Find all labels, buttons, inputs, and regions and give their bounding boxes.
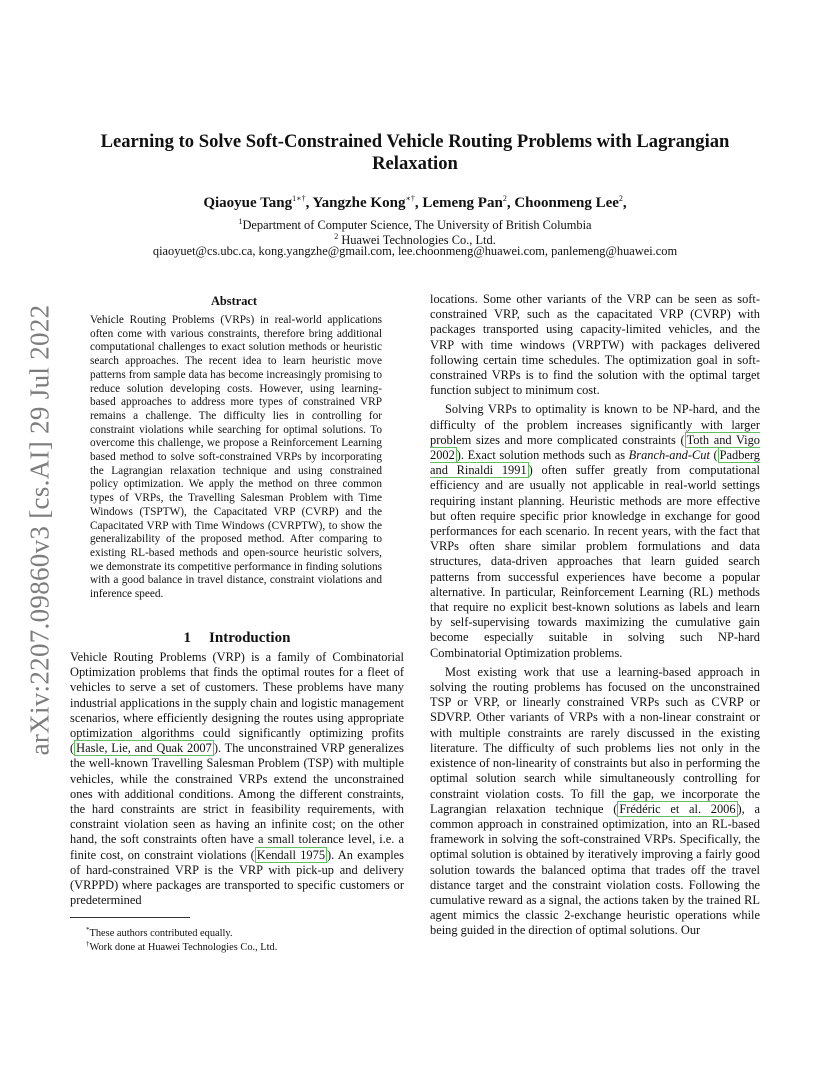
text-run: ). An examples of hard-constrained VRP is the VRP with pick-up and delivery (VRPPD) where packages are transported to specific customers or predetermined (70, 847, 405, 908)
footnote (86, 938, 277, 954)
text-run: ), a common approach in constrained optimization, into an RL-based framework in solving the soft-constrained VRPs. Specifically, the optimal solution is obtained by iteratively improving a fairly good solution towards the balanced optima that trades off the travel distance target and the constraint violation costs. Following the cumulative reward as a signal, the actions taken by the trained RL agent mimics the classic 2-exchange heuristic operations while being guided in the direction of optimal solutions. Our (430, 801, 760, 938)
author-mark: 2 (502, 194, 507, 203)
aff-text: Department of Computer Science, The University of British Columbia (242, 218, 592, 232)
section-heading-introduction (70, 630, 404, 647)
text-run: ). The unconstrained VRP generalizes the well-known Travelling Salesman Problem (TSP) with multiple vehicles, while the constrained VRPs extend the unconstrained ones with additional conditions. Among the different constraints, the hard constraints are strict in feasibility requirements, with constraint violation seen as having an infinite cost; on the other hand, the soft constraints often have a small tolerance level, i.e. a finite cost, on constraint violations ( (70, 741, 404, 862)
footnote-mark: * (86, 926, 90, 934)
aff-text: Huawei Technologies Co., Ltd. (341, 233, 496, 247)
footnote-rule (70, 917, 190, 918)
author-mark: ∗† (405, 194, 415, 203)
author-name: Choonmeng Lee (514, 195, 619, 211)
citation-link[interactable]: Padberg and Rinaldi 1991 (430, 448, 760, 478)
text-run: ). Exact solution methods such as (456, 448, 629, 463)
author-mark: 2 (618, 194, 623, 203)
section-title: Introduction (209, 630, 291, 646)
body-paragraph (430, 402, 760, 660)
footnote-mark: † (86, 940, 90, 948)
right-column-body (430, 292, 760, 939)
paper-title: Learning to Solve Soft-Constrained Vehicle Routing Problems with Lagrangian Relaxation (100, 131, 730, 174)
left-column-body (70, 650, 404, 908)
author-emails: qiaoyuet@cs.ubc.ca, kong.yangzhe@gmail.com, lee.choonmeng@huawei.com, panlemeng@huawei.com (152, 244, 678, 258)
abstract-heading: Abstract (210, 294, 258, 308)
aff-mark: 1 (238, 217, 243, 226)
section-number: 1 (183, 630, 192, 646)
author-name: Lemeng Pan (422, 195, 503, 211)
citation-link[interactable]: Toth and Vigo 2002 (430, 432, 761, 463)
abstract-text: Vehicle Routing Problems (VRPs) in real-world applications often come with various constraints, therefore bring additional computational challenges to exact solution methods or heuristic search approaches. The recent idea to learn heuristic move patterns from sample data has become increasingly promising to reduce solution developing costs. However, using learning-based approaches to address more types of constrained VRP remains a challenge. The difficulty lies in controlling for constraint violations while searching for optimal solutions. To overcome this challenge, we propose a Reinforcement Learning based method to solve soft-constrained VRPs by incorporating the Lagrangian relaxation technique and using constrained policy optimization. We apply the method on three common types of VRPs, the Travelling Salesman Problem with Time Windows (TSPTW), the Capacitated VRP (CVRP) and the Capacitated VRP with Time Windows (CVRPTW), to show the generalizability of the proposed method. After comparing to existing RL-based methods and open-source heuristic solvers, we demonstrate its competitive performance in finding solutions with a good balance in travel distance, constraint violations and inference speed. (90, 314, 382, 601)
intro-paragraph (70, 650, 404, 908)
text-run: ( (709, 448, 718, 463)
body-paragraph (430, 665, 760, 939)
arxiv-stamp (20, 290, 60, 770)
aff-mark: 2 (334, 232, 339, 241)
text-run: Solving VRPs to optimality is known to be NP-hard, and the difficulty of the problem increases significantly with larger problem sizes and more complicated constraints ( (430, 402, 760, 447)
arxiv-stamp-text: arXiv:2207.09860v3 [cs.AI] 29 Jul 2022 (24, 304, 55, 756)
citation-link[interactable]: Hasle, Lie, and Quak 2007 (76, 741, 212, 756)
author-name: Yangzhe Kong (312, 195, 406, 211)
text-run: ) often suffer greatly from computational efficiency and are usually not applicable in real-world settings requiring instant planning. Heuristic methods are more effective but often require specific prior knowledge in exchange for good performances for each scenario. In recent years, with the fact that VRPs often share similar problem formulations and data structures, data-driven approaches that learn guided search patterns from successful experiences have become a popular alternative. In particular, Reinforcement Learning (RL) methods that require no explicit best-known solutions as labels and learn by self-supervising towards maximizing the cumulative gain become especially suitable in solving such NP-hard Combinatorial Optimization problems. (430, 463, 760, 660)
footnote-text: These authors contributed equally. (89, 928, 233, 939)
footnote-text: Work done at Huawei Technologies Co., Ltd. (89, 942, 278, 953)
citation-link[interactable]: Frédéric et al. 2006 (619, 801, 736, 816)
author-list: Qiaoyue Tang$^{1∗\dagger}$, Yangzhe Kong∗†, Lemeng Pan$^2$, Choonmeng Lee$^2$, (203, 194, 627, 211)
emphasis-text: Branch-and-Cut (628, 448, 710, 463)
citation-link[interactable]: Kendall 1975 (256, 847, 326, 862)
author-mark: 1∗† (292, 194, 306, 203)
author-name: Qiaoyue Tang (203, 195, 293, 211)
text-run: Vehicle Routing Problems (VRP) is a family of Combinatorial Optimization problems that finds the optimal routes for a fleet of vehicles to serve a set of customers. These problems have many industrial applications in the supply chain and logistic management scenarios, where efficiently designing the routes using appropriate optimization algorithms could significantly optimizing profits ( (70, 650, 404, 756)
text-run: Most existing work that use a learning-based approach in solving the routing problems has focused on the unconstrained TSP or VRP, or linearly constrained VRPs such as CVRP or SDVRP. Other variants of VRPs with a non-linear constraint or with multiple constraints are rarely discussed in the existing literature. The difficulty of such problems lies not only in the existence of non-linearity of constraints but also in performing the optimal solution search while simultaneously controlling for constraint violation costs. To fill the gap, we incorporate the Lagrangian relaxation technique ( (430, 664, 760, 816)
body-paragraph: locations. Some other variants of the VRP can be seen as soft-constrained VRP, such as the capacitated VRP (CVRP) with packages transported using capacity-limited vehicles, and the VRP with time windows (VRPTW) with packages delivered following certain time schedules. The optimization goal in soft-constrained VRPs is to find the solution with the optimal target function subject to minimum cost. (430, 292, 760, 398)
